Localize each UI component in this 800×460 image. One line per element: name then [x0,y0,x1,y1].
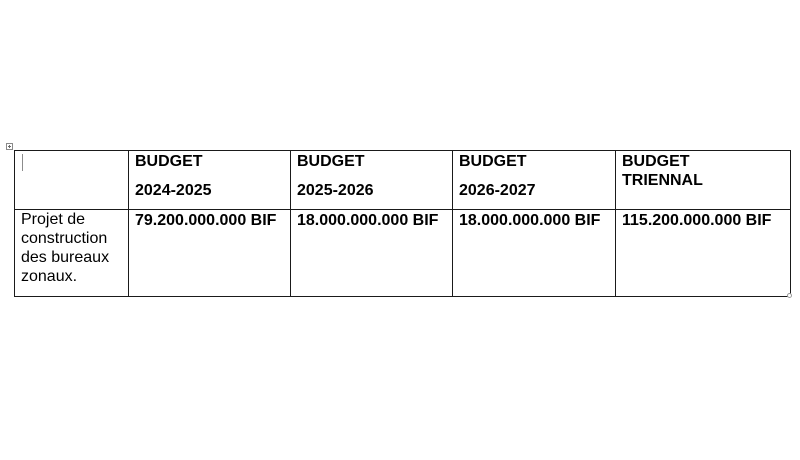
value-cell[interactable] [291,210,453,297]
header-cell-2024-2025[interactable] [129,151,291,210]
header-cell-triennal[interactable] [616,151,791,210]
header-title: BUDGET [135,153,203,170]
header-period: 2026-2027 [459,182,536,199]
row-label-cell[interactable] [15,210,129,297]
header-period: 2024-2025 [135,182,212,199]
budget-amount: 18.000.000.000 BIF [459,212,601,229]
header-title: BUDGET [622,153,690,170]
header-cell-2025-2026[interactable] [291,151,453,210]
table-row [15,210,791,297]
header-period: 2025-2026 [297,182,374,199]
budget-amount: 115.200.000.000 BIF [622,212,772,229]
table-header-row [15,151,791,210]
header-cell-2026-2027[interactable] [453,151,616,210]
header-cell-empty[interactable] [15,151,129,210]
value-cell[interactable] [453,210,616,297]
header-title: BUDGET [459,153,527,170]
budget-table [14,150,791,297]
budget-amount: 79.200.000.000 BIF [135,212,277,229]
header-title: BUDGET [297,153,365,170]
table-move-handle-icon[interactable] [6,143,13,150]
table-resize-handle-icon[interactable] [787,293,792,298]
value-cell[interactable] [616,210,791,297]
value-cell[interactable] [129,210,291,297]
budget-amount: 18.000.000.000 BIF [297,212,439,229]
row-label: Projet de construction des bureaux zonaux. [21,211,110,285]
text-cursor [22,154,23,171]
header-period: TRIENNAL [622,172,703,189]
